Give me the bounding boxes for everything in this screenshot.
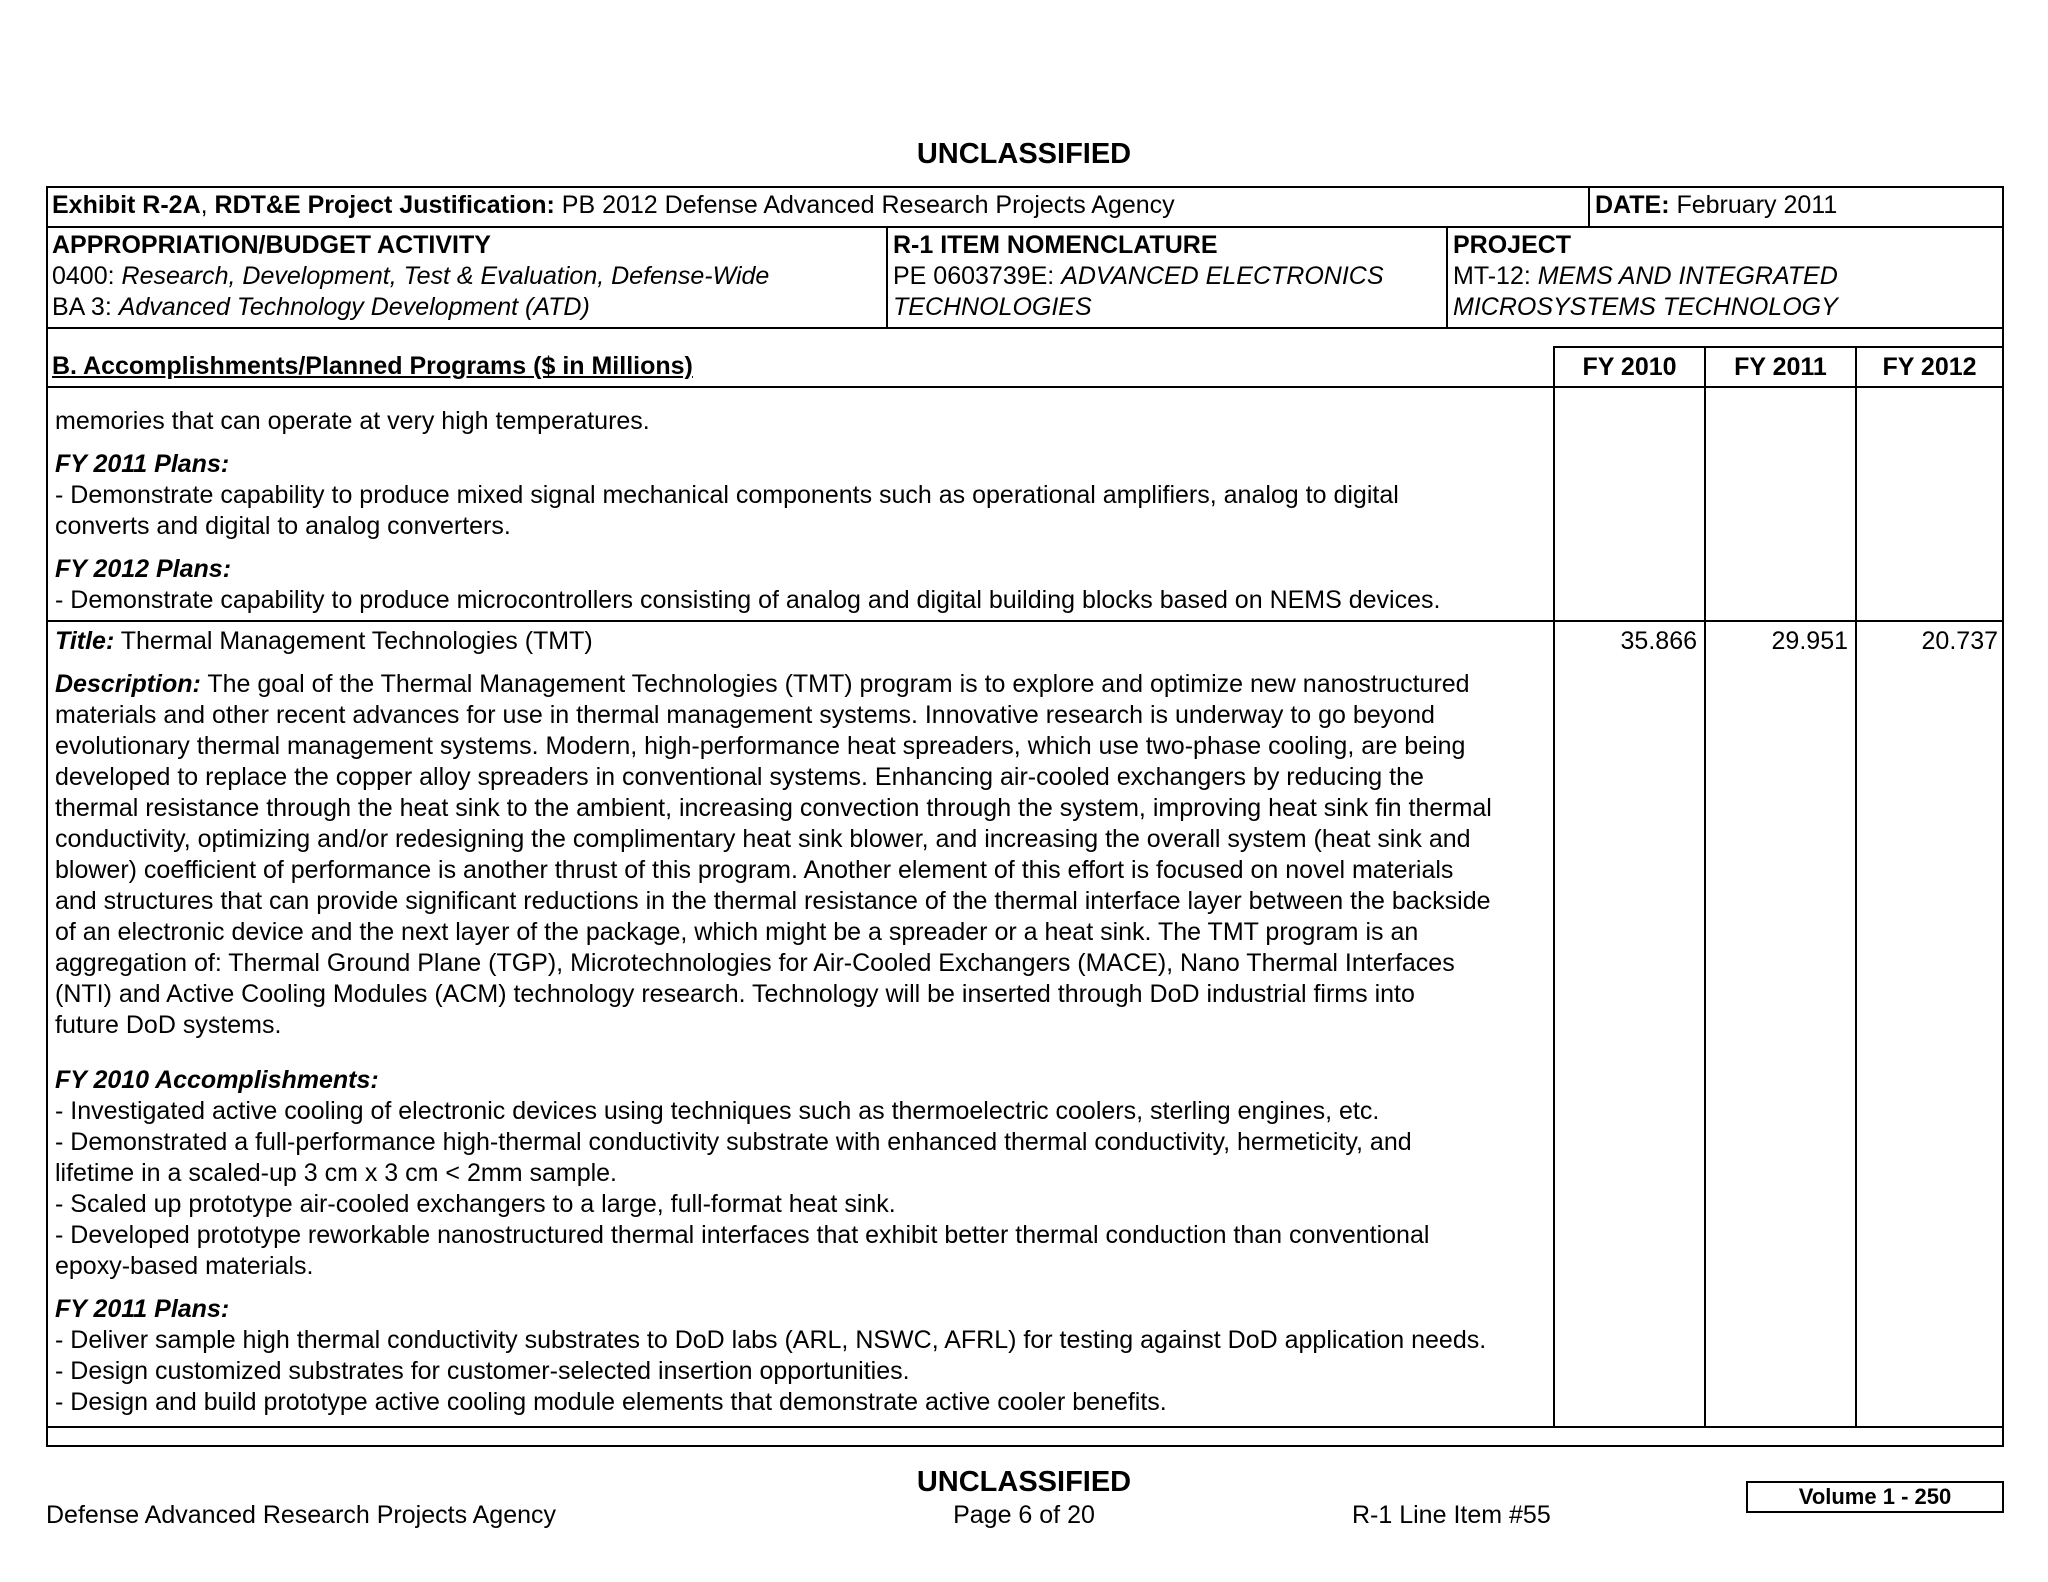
tmt-fy2012-value: 20.737 <box>1921 627 1998 655</box>
approp-code-1: 0400: <box>52 262 122 290</box>
approp-code-2: BA 3: <box>52 293 119 321</box>
exhibit-text: PB 2012 Defense Advanced Research Projects Agency <box>554 191 1175 219</box>
exhibit-sep: , <box>200 191 215 219</box>
tmt-fy2011-line: - Deliver sample high thermal conductivity substrates to DoD labs (ARL, NSWC, AFRL) for testing against DoD application needs. <box>55 1326 1487 1354</box>
footer-agency: Defense Advanced Research Projects Agency <box>46 1501 557 1529</box>
section-header-bottom <box>46 386 2004 388</box>
tmt-description-first <box>55 669 1555 700</box>
cont-fy2011-line: - Demonstrate capability to produce mixed signal mechanical components such as operational amplifiers, analog to digital <box>55 481 1399 509</box>
tmt-fy2010-line: - Scaled up prototype air-cooled exchangers to a large, full-format heat sink. <box>55 1190 896 1218</box>
tmt-fy2011-line: - Design customized substrates for customer-selected insertion opportunities. <box>55 1357 910 1385</box>
footer-page: Page 6 of 20 <box>953 1501 1095 1529</box>
tmt-fy2010-line: - Developed prototype reworkable nanostructured thermal interfaces that exhibit better thermal conduction than conventional <box>55 1221 1430 1249</box>
approp-text-1: Research, Development, Test & Evaluation, Defense-Wide <box>121 262 770 290</box>
tmt-fy2010-heading: FY 2010 Accomplishments: <box>55 1066 379 1094</box>
frame-right <box>2002 186 2004 1447</box>
date-value: February 2011 <box>1669 191 1838 219</box>
project-text-1: MEMS AND INTEGRATED <box>1537 262 1838 290</box>
tmt-description-line: blower) coefficient of performance is another thrust of this program. Another element of this effort is focused on novel materials <box>55 856 1454 884</box>
nomen-code: PE 0603739E: <box>893 262 1062 290</box>
tmt-fy2010-line: - Demonstrated a full-performance high-thermal conductivity substrate with enhanced thermal conductivity, hermeticity, and <box>55 1128 1412 1156</box>
footer-line-item: R-1 Line Item #55 <box>1352 1501 1551 1529</box>
tmt-fy2010-line: - Investigated active cooling of electronic devices using techniques such as thermoelectric coolers, sterling engines, etc. <box>55 1097 1380 1125</box>
tmt-description-line: materials and other recent advances for use in thermal management systems. Innovative research is underway to go beyond <box>55 701 1435 729</box>
exhibit-header <box>52 190 1175 221</box>
fy2012-header: FY 2012 <box>1882 353 1977 381</box>
exhibit-title: RDT&E Project Justification: <box>214 191 555 219</box>
row-divider-1 <box>46 226 2004 228</box>
tmt-description-line: and structures that can provide significant reductions in the thermal resistance of the thermal interface layer between the backside <box>55 887 1491 915</box>
frame-left <box>46 186 48 1447</box>
continued-line: memories that can operate at very high temperatures. <box>55 407 650 435</box>
project-heading: PROJECT <box>1453 231 1572 259</box>
frame-bottom <box>46 1445 2004 1447</box>
tmt-description-line: aggregation of: Thermal Ground Plane (TGP), Microtechnologies for Air-Cooled Exchangers (MACE), Nano Thermal Interfaces <box>55 949 1455 977</box>
tmt-item <box>55 626 1555 1418</box>
tmt-fy2011-value: 29.951 <box>1771 627 1848 655</box>
tmt-description-line: (NTI) and Active Cooling Modules (ACM) technology research. Technology will be inserted through DoD industrial firms into <box>55 980 1415 1008</box>
approp-heading: APPROPRIATION/BUDGET ACTIVITY <box>52 231 491 259</box>
nomen-text-1: ADVANCED ELECTRONICS <box>1061 262 1384 290</box>
project-code: MT-12: <box>1453 262 1538 290</box>
nomen-line-2: TECHNOLOGIES <box>893 293 1092 321</box>
fy-header-top <box>1553 346 2004 348</box>
approp-line-2 <box>52 292 590 323</box>
tmt-title-text: Thermal Management Technologies (TMT) <box>114 627 593 655</box>
tmt-fy2010-line: lifetime in a scaled-up 3 cm x 3 cm < 2mm sample. <box>55 1159 617 1187</box>
tmt-description-line: conductivity, optimizing and/or redesigning the complimentary heat sink blower, and increasing the overall system (heat sink and <box>55 825 1471 853</box>
tmt-description-line: evolutionary thermal management systems. Modern, high-performance heat spreaders, which use two-phase cooling, are being <box>55 732 1466 760</box>
nomen-line-1 <box>893 261 1384 292</box>
tmt-fy2011-heading: FY 2011 Plans: <box>55 1295 230 1323</box>
approp-text-2: Advanced Technology Development (ATD) <box>118 293 590 321</box>
date-label: DATE: <box>1595 191 1670 219</box>
classification-bottom: UNCLASSIFIED <box>916 1466 1132 1498</box>
nomen-divider <box>886 226 888 328</box>
project-line-1 <box>1453 261 1838 292</box>
approp-line-1 <box>52 261 769 292</box>
continued-item <box>55 406 1555 616</box>
tmt-fy2010-value: 35.866 <box>1620 627 1697 655</box>
exhibit-label: Exhibit R-2A <box>52 191 201 219</box>
fy2011-header: FY 2011 <box>1734 353 1827 381</box>
nomen-heading: R-1 ITEM NOMENCLATURE <box>893 231 1218 259</box>
item-divider <box>46 620 2004 622</box>
tmt-fy2011-line: - Design and build prototype active cooling module elements that demonstrate active cooler benefits. <box>55 1388 1167 1416</box>
fy2012-col-left <box>1855 346 1857 1428</box>
frame-top <box>46 186 2004 188</box>
tmt-description-line: thermal resistance through the heat sink to the ambient, increasing convection through the system, improving heat sink fin thermal <box>55 794 1492 822</box>
cont-fy2012-heading: FY 2012 Plans: <box>55 555 232 583</box>
date-divider <box>1588 186 1590 227</box>
cont-fy2012-line: - Demonstrate capability to produce microcontrollers consisting of analog and digital building blocks based on NEMS devices. <box>55 586 1441 614</box>
tmt-description-label: Description: <box>55 670 201 698</box>
fy2010-header: FY 2010 <box>1582 353 1677 381</box>
cont-fy2011-line: converts and digital to analog converters. <box>55 512 511 540</box>
tmt-description-line: future DoD systems. <box>55 1011 282 1039</box>
volume-box: Volume 1 - 250 <box>1746 1481 2004 1513</box>
section-b-title: B. Accomplishments/Planned Programs ($ in Millions) <box>52 352 693 380</box>
project-line-2: MICROSYSTEMS TECHNOLOGY <box>1453 293 1838 321</box>
tmt-description-line: developed to replace the copper alloy spreaders in conventional systems. Enhancing air-cooled exchangers by reducing the <box>55 763 1424 791</box>
tmt-description-text: The goal of the Thermal Management Technologies (TMT) program is to explore and optimize new nanostructured <box>200 670 1470 698</box>
project-divider <box>1446 226 1448 328</box>
fy2011-col-left <box>1704 346 1706 1428</box>
tmt-title-label: Title: <box>55 627 115 655</box>
date-field <box>1595 190 1837 221</box>
cont-fy2011-heading: FY 2011 Plans: <box>55 450 230 478</box>
content-bottom <box>46 1426 2004 1428</box>
tmt-title <box>55 626 1555 657</box>
tmt-fy2010-line: epoxy-based materials. <box>55 1252 314 1280</box>
tmt-description-line: of an electronic device and the next layer of the package, which might be a spreader or a heat sink. The TMT program is an <box>55 918 1419 946</box>
row-divider-2 <box>46 327 2004 329</box>
classification-top: UNCLASSIFIED <box>916 138 1132 170</box>
